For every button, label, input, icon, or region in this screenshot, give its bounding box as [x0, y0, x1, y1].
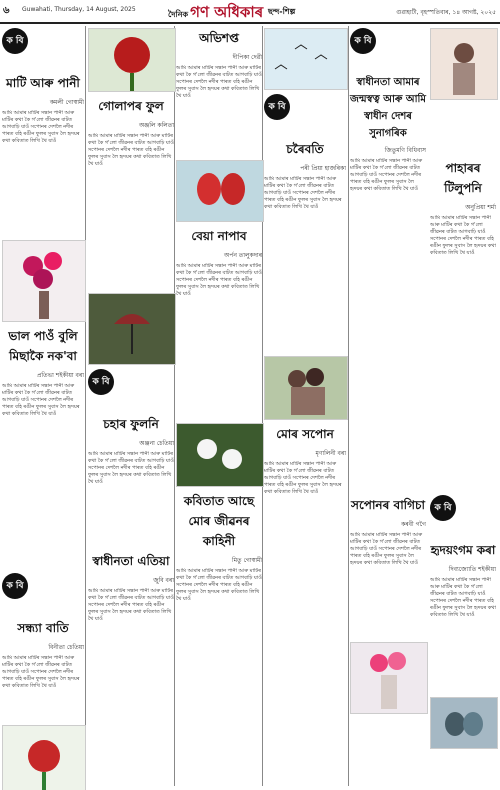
kabita-badge: ক বি তা [2, 28, 28, 54]
poem-hridoy [430, 495, 496, 753]
poem-body: আমি আমাৰ মাটিৰ সন্তান পানী আৰু মাটিৰ কথা কৈ গ'লো জীৱনৰ বাটত আগবাঢ়ি যাওঁ সপোনৰ দেশলৈ নদীৰ পাৰত বহি ৰঙীন ফুলৰ সুবাস লৈ হৃদয়ৰ কথা কবিতাত লিখি থৈ যাওঁ [2, 110, 80, 144]
masthead [168, 1, 263, 26]
poem-gulap [88, 98, 174, 293]
poem-body: আমি আমাৰ মাটিৰ সন্তান পানী আৰু মাটিৰ কথা কৈ গ'লো জীৱনৰ বাটত আগবাঢ়ি যাওঁ সপোনৰ দেশলৈ নদীৰ পাৰত বহি ৰঙীন ফুলৰ সুবাস লৈ হৃদয়ৰ কথা কবিতাত লিখি থৈ যাওঁ [176, 65, 262, 99]
poem-beya [176, 228, 262, 423]
poem-author: কমলী গোস্বামী [49, 99, 84, 106]
poem-sapon [350, 495, 426, 753]
poem-author: পৰী প্ৰিয়া হাজৰিকা [300, 165, 346, 172]
poem-body: আমি আমাৰ মাটিৰ সন্তান পানী আৰু মাটিৰ কথা কৈ গ'লো জীৱনৰ বাটত আগবাঢ়ি যাওঁ সপোনৰ দেশলৈ নদীৰ পাৰত বহি ৰঙীন ফুলৰ সুবাস লৈ হৃদয়ৰ কথা কবিতাত লিখি থৈ যাওঁ [88, 451, 174, 485]
top-row [350, 28, 498, 158]
page-header [0, 0, 500, 24]
flower-vase-image [350, 642, 428, 714]
poem-author: অৰ্পন তালুকদাৰ [224, 252, 262, 259]
poem-pahar [430, 158, 496, 495]
poem-body: আমি আমাৰ মাটিৰ সন্তান পানী আৰু মাটিৰ কথা কৈ গ'লো জীৱনৰ বাটত আগবাঢ়ি যাওঁ সপোনৰ দেশলৈ নদীৰ পাৰত বহি ৰঙীন ফুলৰ সুবাস লৈ হৃদয়ৰ কথা কবিতাত লিখি থৈ যাওঁ [430, 577, 496, 618]
poem-body: আমি আমাৰ মাটিৰ সন্তান পানী আৰু মাটিৰ কথা কৈ গ'লো জীৱনৰ বাটত আগবাঢ়ি যাওঁ সপোনৰ দেশলৈ নদীৰ পাৰত বহি ৰঙীন ফুলৰ সুবাস লৈ হৃদয়ৰ কথা কবিতাত লিখি থৈ যাওঁ [2, 383, 80, 417]
poem-author: জিতুমণি বিধিবাস [384, 147, 426, 154]
column-4 [264, 28, 346, 601]
kabita-badge: ক বি তা [350, 28, 376, 54]
page-number: ৬ [3, 5, 10, 16]
poem-title: অভিশপ্ত [199, 31, 239, 45]
poem-author: জুবি বৰা [153, 577, 174, 584]
poem-author: প্ৰতিভা শইকীয়া বৰা [36, 372, 84, 379]
column-divider [85, 26, 86, 786]
rose-image [2, 725, 86, 790]
masthead-title: গণ অধিকাৰ [190, 3, 264, 21]
red-rose-image [88, 28, 176, 92]
poem-author: মৃণালিনী বৰা [315, 450, 346, 457]
english-date: Guwahati, Thursday, 14 August, 2025 [22, 6, 136, 13]
poem-title: পাহাৰৰ টিলুপনি [444, 161, 482, 195]
poem-body: আমি আমাৰ মাটিৰ সন্তান পানী আৰু মাটিৰ কথা কৈ গ'লো জীৱনৰ বাটত আগবাঢ়ি যাওঁ সপোনৰ দেশলৈ নদীৰ পাৰত বহি ৰঙীন ফুলৰ সুবাস লৈ হৃদয়ৰ কথা কবিতাত লিখি থৈ যাওঁ [350, 158, 423, 192]
poem-swadhinata2 [88, 553, 174, 738]
girl-art-image [430, 28, 498, 100]
lovebirds-image [430, 697, 498, 749]
assamese-date: গুৱাহাটী, বৃহস্পতিবাৰ, ১৪ আগষ্ট, ২০২৫ [396, 9, 496, 16]
poem-title: মোৰ সপোন [276, 427, 334, 441]
column-divider [348, 26, 349, 786]
poem-author: অঞ্জলি কলিতা [138, 122, 174, 129]
middle-row [350, 158, 498, 495]
parrots-image [176, 160, 264, 222]
poem-title: চৰৈবতি [286, 142, 324, 156]
poem-chahar [88, 369, 174, 551]
column-5 [350, 28, 498, 753]
poem-kabita [176, 493, 262, 688]
poem-title: মাটি আৰু পানী [6, 76, 80, 90]
poem-body: আমি আমাৰ মাটিৰ সন্তান পানী আৰু মাটিৰ কথা কৈ গ'লো জীৱনৰ বাটত আগবাঢ়ি যাওঁ সপোনৰ দেশলৈ নদীৰ পাৰত বহি ৰঙীন ফুলৰ সুবাস লৈ হৃদয়ৰ কথা কবিতাত লিখি থৈ যাওঁ [2, 655, 80, 689]
poem-body: আমি আমাৰ মাটিৰ সন্তান পানী আৰু মাটিৰ কথা কৈ গ'লো জীৱনৰ বাটত আগবাঢ়ি যাওঁ সপোনৰ দেশলৈ নদীৰ পাৰত বহি ৰঙীন ফুলৰ সুবাস লৈ হৃদয়ৰ কথা কবিতাত লিখি থৈ যাওঁ [264, 461, 342, 495]
column-2 [88, 28, 174, 738]
masthead-prefix: দৈনিক [168, 9, 189, 19]
poem-body: আমি আমাৰ মাটিৰ সন্তান পানী আৰু মাটিৰ কথা কৈ গ'লো জীৱনৰ বাটত আগবাঢ়ি যাওঁ সপোনৰ দেশলৈ নদীৰ পাৰত বহি ৰঙীন ফুলৰ সুবাস লৈ হৃদয়ৰ কথা কবিতাত লিখি থৈ যাওঁ [430, 215, 496, 256]
column-divider [174, 26, 175, 786]
flower-vase-image [2, 240, 86, 322]
poem-title: কবিতাত আছে মোৰ জীৱনৰ কাহিনী [183, 494, 255, 548]
poem-title: গোলাপৰ ফুল [98, 99, 164, 113]
poem-title: ভাল পাওঁ বুলি মিছাকৈ নক'বা [8, 329, 78, 363]
poem-abhishap [176, 30, 262, 160]
poem-mati [2, 28, 84, 240]
poem-body: আমি আমাৰ মাটিৰ সন্তান পানী আৰু মাটিৰ কথা কৈ গ'লো জীৱনৰ বাটত আগবাঢ়ি যাওঁ সপোনৰ দেশলৈ নদীৰ পাৰত বহি ৰঙীন ফুলৰ সুবাস লৈ হৃদয়ৰ কথা কবিতাত লিখি থৈ যাওঁ [176, 263, 262, 297]
rain-umbrella-image [88, 293, 176, 365]
poem-title: স্বাধীনতা এতিয়া [92, 554, 170, 568]
poem-author: কৰবী গগৈ [401, 521, 426, 528]
poem-swadhinata [350, 28, 426, 158]
poem-sandhya [2, 573, 84, 725]
poem-author: বিনীতা চেতিয়া [48, 644, 84, 651]
poem-title: বেয়া নাপাব [191, 229, 247, 243]
poem-author: দিব্যজ্যোতি শইকীয়া [448, 566, 496, 573]
kabita-badge: ক বি তা [264, 94, 290, 120]
kabita-badge: ক বি তা [2, 573, 28, 599]
kabita-badge: ক বি তা [430, 495, 456, 521]
section-label: ছন্দ-শিল্প [268, 7, 296, 16]
poem-body: আমি আমাৰ মাটিৰ সন্তান পানী আৰু মাটিৰ কথা কৈ গ'লো জীৱনৰ বাটত আগবাঢ়ি যাওঁ সপোনৰ দেশলৈ নদীৰ পাৰত বহি ৰঙীন ফুলৰ সুবাস লৈ হৃদয়ৰ কথা কবিতাত লিখি থৈ যাওঁ [350, 532, 423, 566]
poem-author: অনুপ্ৰিয়া শৰ্মা [465, 204, 496, 211]
poem-title: স্বাধীনতা আমাৰ জন্মস্বত্ব আৰু আমি স্বাধীন দেশৰ সুনাগৰিক [350, 77, 426, 139]
bottom-row [350, 495, 498, 753]
white-flowers-image [176, 423, 264, 487]
poem-body: আমি আমাৰ মাটিৰ সন্তান পানী আৰু মাটিৰ কথা কৈ গ'লো জীৱনৰ বাটত আগবাঢ়ি যাওঁ সপোনৰ দেশলৈ নদীৰ পাৰত বহি ৰঙীন ফুলৰ সুবাস লৈ হৃদয়ৰ কথা কবিতাত লিখি থৈ যাওঁ [88, 133, 174, 167]
poem-title: চহাৰ ফুলনি [103, 417, 159, 431]
column-divider [262, 26, 263, 786]
poem-body: আমি আমাৰ মাটিৰ সন্তান পানী আৰু মাটিৰ কথা কৈ গ'লো জীৱনৰ বাটত আগবাঢ়ি যাওঁ সপোনৰ দেশলৈ নদীৰ পাৰত বহি ৰঙীন ফুলৰ সুবাস লৈ হৃদয়ৰ কথা কবিতাত লিখি থৈ যাওঁ [264, 176, 342, 210]
poem-author: মিতু গোস্বামী [231, 557, 262, 564]
birds-image [264, 28, 348, 90]
kabita-badge: ক বি তা [88, 369, 114, 395]
poem-chairaiti [264, 94, 346, 356]
poem-bhal [2, 328, 84, 573]
poem-mor [264, 426, 346, 601]
couple-image [264, 356, 348, 420]
poem-body: আমি আমাৰ মাটিৰ সন্তান পানী আৰু মাটিৰ কথা কৈ গ'লো জীৱনৰ বাটত আগবাঢ়ি যাওঁ সপোনৰ দেশলৈ নদীৰ পাৰত বহি ৰঙীন ফুলৰ সুবাস লৈ হৃদয়ৰ কথা কবিতাত লিখি থৈ যাওঁ [176, 568, 262, 602]
column-3 [176, 28, 262, 688]
poem-title: সন্ধ্যা বাতি [17, 621, 69, 635]
poem-title: হৃদয়ংগম কৰা [430, 543, 496, 557]
poem-author: দীপিকা দেৱী [232, 54, 262, 61]
poem-body: আমি আমাৰ মাটিৰ সন্তান পানী আৰু মাটিৰ কথা কৈ গ'লো জীৱনৰ বাটত আগবাঢ়ি যাওঁ সপোনৰ দেশলৈ নদীৰ পাৰত বহি ৰঙীন ফুলৰ সুবাস লৈ হৃদয়ৰ কথা কবিতাত লিখি থৈ যাওঁ [88, 588, 174, 622]
poem-author: অঞ্জনা চেতিয়া [139, 440, 174, 447]
poem-title: সপোনৰ বাগিচা [351, 498, 425, 512]
column-1 [2, 28, 84, 790]
